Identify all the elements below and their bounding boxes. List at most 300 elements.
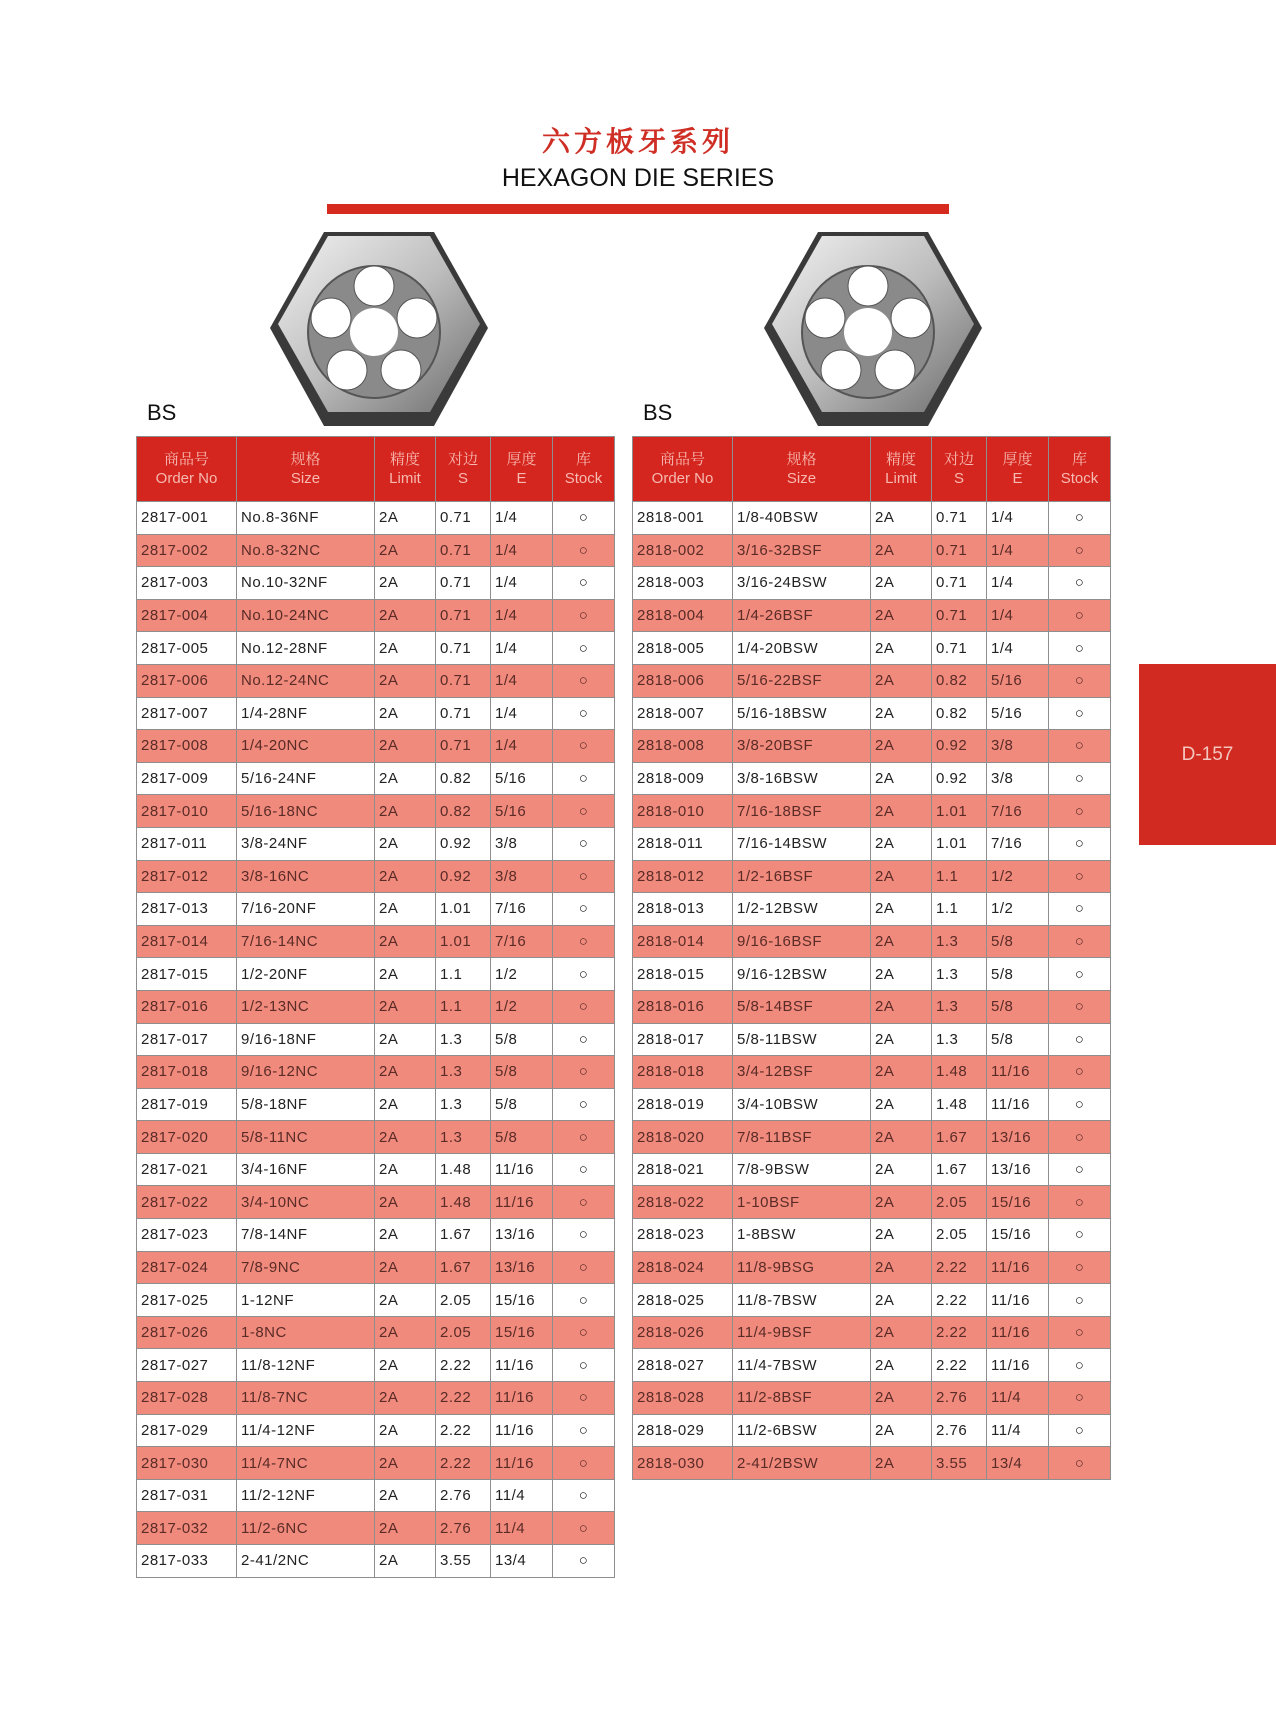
table-row <box>137 1121 615 1154</box>
cell-order-no: 2817-017 <box>137 1023 237 1056</box>
cell-order-no: 2817-024 <box>137 1251 237 1284</box>
cell-size: 3/4-12BSF <box>733 1056 871 1089</box>
cell-stock: ○ <box>553 1251 615 1284</box>
cell-e: 11/4 <box>491 1512 553 1545</box>
cell-order-no: 2817-027 <box>137 1349 237 1382</box>
cell-limit: 2A <box>871 1382 932 1415</box>
cell-order-no: 2818-005 <box>633 632 733 665</box>
cell-s: 1.3 <box>436 1023 491 1056</box>
cell-limit: 2A <box>871 1316 932 1349</box>
cell-limit: 2A <box>871 1023 932 1056</box>
cell-size: 7/16-18BSF <box>733 795 871 828</box>
cell-limit: 2A <box>871 958 932 991</box>
cell-order-no: 2818-018 <box>633 1056 733 1089</box>
table-row <box>633 990 1111 1023</box>
cell-stock: ○ <box>1049 1088 1111 1121</box>
cell-size: 3/8-24NF <box>237 827 375 860</box>
cell-size: 11/2-12NF <box>237 1479 375 1512</box>
table-row <box>633 1088 1111 1121</box>
cell-e: 5/16 <box>987 697 1049 730</box>
cell-limit: 2A <box>375 1284 436 1317</box>
col-header-size: 规格 Size <box>733 437 871 502</box>
cell-e: 5/8 <box>987 990 1049 1023</box>
table-row <box>137 730 615 763</box>
table-row <box>633 1414 1111 1447</box>
cell-stock: ○ <box>553 1479 615 1512</box>
cell-limit: 2A <box>871 664 932 697</box>
cell-limit: 2A <box>375 1023 436 1056</box>
col-header-stock: 库 Stock <box>553 437 615 502</box>
cell-e: 3/8 <box>987 762 1049 795</box>
cell-stock: ○ <box>1049 1186 1111 1219</box>
cell-size: 1/4-20BSW <box>733 632 871 665</box>
cell-stock: ○ <box>553 1349 615 1382</box>
cell-s: 0.92 <box>436 860 491 893</box>
cell-stock: ○ <box>553 1512 615 1545</box>
cell-stock: ○ <box>553 1023 615 1056</box>
cell-order-no: 2818-024 <box>633 1251 733 1284</box>
table-row <box>633 730 1111 763</box>
table-row <box>137 1284 615 1317</box>
cell-stock: ○ <box>1049 1316 1111 1349</box>
cell-e: 1/4 <box>491 534 553 567</box>
cell-stock: ○ <box>553 1316 615 1349</box>
cell-limit: 2A <box>375 762 436 795</box>
table-row <box>137 502 615 535</box>
cell-s: 1.01 <box>436 925 491 958</box>
page-title-chinese: 六方板牙系列 <box>541 125 734 158</box>
cell-order-no: 2818-029 <box>633 1414 733 1447</box>
table-row <box>633 1219 1111 1252</box>
title-divider <box>327 204 949 214</box>
cell-e: 5/8 <box>491 1056 553 1089</box>
cell-e: 11/16 <box>491 1447 553 1480</box>
cell-stock: ○ <box>1049 1414 1111 1447</box>
cell-limit: 2A <box>871 1186 932 1219</box>
cell-limit: 2A <box>375 1153 436 1186</box>
cell-order-no: 2817-011 <box>137 827 237 860</box>
table-row <box>137 1479 615 1512</box>
cell-s: 1.3 <box>932 1023 987 1056</box>
cell-size: 11/8-12NF <box>237 1349 375 1382</box>
cell-order-no: 2817-031 <box>137 1479 237 1512</box>
page-number-tab: D-157 <box>1139 664 1276 845</box>
col-header-order: 商品号 Order No <box>633 437 733 502</box>
cell-size: 2-41/2BSW <box>733 1447 871 1480</box>
cell-limit: 2A <box>375 632 436 665</box>
cell-order-no: 2818-008 <box>633 730 733 763</box>
cell-size: 5/16-18BSW <box>733 697 871 730</box>
cell-size: 3/8-20BSF <box>733 730 871 763</box>
cell-e: 11/16 <box>987 1056 1049 1089</box>
cell-size: No.12-28NF <box>237 632 375 665</box>
cell-e: 1/4 <box>987 502 1049 535</box>
cell-stock: ○ <box>1049 664 1111 697</box>
cell-order-no: 2818-006 <box>633 664 733 697</box>
cell-order-no: 2818-027 <box>633 1349 733 1382</box>
cell-order-no: 2818-012 <box>633 860 733 893</box>
table-row <box>633 697 1111 730</box>
table-row <box>633 860 1111 893</box>
cell-s: 2.76 <box>932 1382 987 1415</box>
cell-limit: 2A <box>375 697 436 730</box>
cell-size: 1/4-20NC <box>237 730 375 763</box>
cell-s: 0.71 <box>932 502 987 535</box>
cell-stock: ○ <box>1049 1382 1111 1415</box>
cell-size: 7/16-14BSW <box>733 827 871 860</box>
cell-size: 1-8BSW <box>733 1219 871 1252</box>
cell-size: 5/16-24NF <box>237 762 375 795</box>
cell-s: 2.05 <box>932 1219 987 1252</box>
cell-stock: ○ <box>553 534 615 567</box>
cell-limit: 2A <box>871 599 932 632</box>
cell-limit: 2A <box>375 534 436 567</box>
col-header-s: 对边 S <box>932 437 987 502</box>
cell-order-no: 2817-002 <box>137 534 237 567</box>
cell-size: 11/8-7BSW <box>733 1284 871 1317</box>
cell-order-no: 2818-007 <box>633 697 733 730</box>
cell-e: 3/8 <box>491 860 553 893</box>
cell-s: 1.3 <box>932 990 987 1023</box>
cell-limit: 2A <box>375 827 436 860</box>
cell-e: 1/4 <box>987 534 1049 567</box>
cell-s: 0.71 <box>436 697 491 730</box>
table-row <box>633 893 1111 926</box>
table-row <box>633 534 1111 567</box>
cell-limit: 2A <box>375 567 436 600</box>
hexagon-die-image-right <box>762 228 984 432</box>
hexagon-die-image-left <box>268 228 490 432</box>
cell-size: 1/2-16BSF <box>733 860 871 893</box>
cell-s: 1.1 <box>436 990 491 1023</box>
table-row <box>633 502 1111 535</box>
cell-order-no: 2818-030 <box>633 1447 733 1480</box>
cell-s: 1.3 <box>436 1121 491 1154</box>
cell-order-no: 2818-003 <box>633 567 733 600</box>
cell-stock: ○ <box>553 1382 615 1415</box>
table-row <box>137 534 615 567</box>
cell-stock: ○ <box>1049 827 1111 860</box>
cell-s: 0.82 <box>932 697 987 730</box>
table-row <box>137 827 615 860</box>
cell-s: 2.22 <box>932 1349 987 1382</box>
cell-s: 0.71 <box>436 632 491 665</box>
cell-e: 5/8 <box>491 1023 553 1056</box>
cell-limit: 2A <box>871 1121 932 1154</box>
cell-size: 3/16-32BSF <box>733 534 871 567</box>
cell-stock: ○ <box>1049 1153 1111 1186</box>
cell-limit: 2A <box>375 664 436 697</box>
cell-size: 1/2-12BSW <box>733 893 871 926</box>
cell-stock: ○ <box>553 1121 615 1154</box>
table-row <box>633 1284 1111 1317</box>
cell-order-no: 2817-012 <box>137 860 237 893</box>
table-row <box>633 1382 1111 1415</box>
cell-stock: ○ <box>1049 1284 1111 1317</box>
cell-stock: ○ <box>1049 958 1111 991</box>
cell-e: 5/16 <box>491 762 553 795</box>
cell-size: 3/8-16NC <box>237 860 375 893</box>
cell-order-no: 2818-013 <box>633 893 733 926</box>
right-spec-table <box>632 436 1111 1480</box>
cell-s: 0.82 <box>436 795 491 828</box>
cell-order-no: 2817-020 <box>137 1121 237 1154</box>
cell-s: 1.48 <box>932 1088 987 1121</box>
cell-e: 1/4 <box>491 697 553 730</box>
table-row <box>633 762 1111 795</box>
cell-s: 0.92 <box>932 762 987 795</box>
table-row <box>137 1447 615 1480</box>
cell-limit: 2A <box>871 827 932 860</box>
cell-size: 7/16-14NC <box>237 925 375 958</box>
cell-e: 11/16 <box>491 1382 553 1415</box>
cell-e: 1/4 <box>987 567 1049 600</box>
cell-size: 7/16-20NF <box>237 893 375 926</box>
cell-s: 3.55 <box>932 1447 987 1480</box>
cell-e: 7/16 <box>491 893 553 926</box>
cell-stock: ○ <box>553 567 615 600</box>
table-row <box>633 599 1111 632</box>
table-row <box>137 1512 615 1545</box>
cell-limit: 2A <box>375 1088 436 1121</box>
cell-e: 1/4 <box>987 599 1049 632</box>
cell-limit: 2A <box>871 1056 932 1089</box>
cell-stock: ○ <box>553 1219 615 1252</box>
table-header-row <box>633 437 1111 502</box>
cell-size: 11/4-12NF <box>237 1414 375 1447</box>
table-row <box>137 1219 615 1252</box>
cell-order-no: 2817-005 <box>137 632 237 665</box>
cell-e: 5/16 <box>987 664 1049 697</box>
cell-size: 5/8-18NF <box>237 1088 375 1121</box>
table-row <box>137 599 615 632</box>
cell-order-no: 2818-026 <box>633 1316 733 1349</box>
cell-size: 1-10BSF <box>733 1186 871 1219</box>
col-header-order: 商品号 Order No <box>137 437 237 502</box>
cell-limit: 2A <box>871 1349 932 1382</box>
cell-order-no: 2818-014 <box>633 925 733 958</box>
cell-limit: 2A <box>375 1545 436 1578</box>
cell-limit: 2A <box>375 1056 436 1089</box>
cell-stock: ○ <box>553 1284 615 1317</box>
cell-stock: ○ <box>553 730 615 763</box>
cell-limit: 2A <box>375 1512 436 1545</box>
cell-e: 11/4 <box>987 1382 1049 1415</box>
table-row <box>633 1153 1111 1186</box>
table-row <box>633 958 1111 991</box>
cell-order-no: 2817-003 <box>137 567 237 600</box>
cell-e: 1/2 <box>491 990 553 1023</box>
cell-size: 1-12NF <box>237 1284 375 1317</box>
cell-e: 1/4 <box>491 730 553 763</box>
cell-stock: ○ <box>553 893 615 926</box>
cell-s: 1.1 <box>932 893 987 926</box>
cell-stock: ○ <box>553 632 615 665</box>
cell-limit: 2A <box>871 762 932 795</box>
cell-order-no: 2817-007 <box>137 697 237 730</box>
cell-order-no: 2817-006 <box>137 664 237 697</box>
cell-size: 5/16-22BSF <box>733 664 871 697</box>
cell-limit: 2A <box>375 1479 436 1512</box>
cell-e: 1/4 <box>491 632 553 665</box>
cell-order-no: 2818-001 <box>633 502 733 535</box>
cell-limit: 2A <box>375 795 436 828</box>
cell-size: 3/4-10BSW <box>733 1088 871 1121</box>
cell-limit: 2A <box>871 990 932 1023</box>
cell-s: 0.71 <box>932 599 987 632</box>
cell-limit: 2A <box>375 1219 436 1252</box>
cell-s: 3.55 <box>436 1545 491 1578</box>
cell-e: 11/16 <box>987 1349 1049 1382</box>
cell-size: 5/8-14BSF <box>733 990 871 1023</box>
cell-order-no: 2817-030 <box>137 1447 237 1480</box>
cell-stock: ○ <box>1049 925 1111 958</box>
cell-s: 0.71 <box>436 502 491 535</box>
table-row <box>633 567 1111 600</box>
table-row <box>633 827 1111 860</box>
table-row <box>137 1088 615 1121</box>
table-header-row <box>137 437 615 502</box>
col-header-stock: 库 Stock <box>1049 437 1111 502</box>
table-row <box>137 893 615 926</box>
cell-size: 11/2-6BSW <box>733 1414 871 1447</box>
cell-stock: ○ <box>553 599 615 632</box>
cell-size: 11/2-6NC <box>237 1512 375 1545</box>
cell-e: 1/2 <box>491 958 553 991</box>
cell-s: 1.3 <box>932 958 987 991</box>
table-row <box>137 567 615 600</box>
cell-s: 1.01 <box>932 827 987 860</box>
cell-e: 5/8 <box>987 925 1049 958</box>
cell-order-no: 2817-022 <box>137 1186 237 1219</box>
cell-size: 7/8-9BSW <box>733 1153 871 1186</box>
cell-order-no: 2818-016 <box>633 990 733 1023</box>
col-header-limit: 精度 Limit <box>375 437 436 502</box>
cell-stock: ○ <box>1049 990 1111 1023</box>
cell-e: 3/8 <box>987 730 1049 763</box>
cell-size: 11/4-7BSW <box>733 1349 871 1382</box>
cell-size: 11/4-9BSF <box>733 1316 871 1349</box>
cell-stock: ○ <box>1049 1121 1111 1154</box>
table-row <box>137 632 615 665</box>
cell-limit: 2A <box>871 1088 932 1121</box>
cell-order-no: 2818-015 <box>633 958 733 991</box>
cell-e: 1/4 <box>987 632 1049 665</box>
cell-stock: ○ <box>1049 1447 1111 1480</box>
table-row <box>137 860 615 893</box>
cell-e: 15/16 <box>491 1284 553 1317</box>
table-row <box>137 1186 615 1219</box>
cell-size: 11/4-7NC <box>237 1447 375 1480</box>
table-row <box>633 1349 1111 1382</box>
cell-s: 1.48 <box>436 1153 491 1186</box>
cell-s: 2.05 <box>436 1284 491 1317</box>
cell-e: 1/2 <box>987 893 1049 926</box>
table-row <box>633 1251 1111 1284</box>
cell-order-no: 2818-025 <box>633 1284 733 1317</box>
cell-s: 0.92 <box>436 827 491 860</box>
cell-order-no: 2818-021 <box>633 1153 733 1186</box>
cell-size: 1/8-40BSW <box>733 502 871 535</box>
cell-limit: 2A <box>871 502 932 535</box>
cell-order-no: 2817-015 <box>137 958 237 991</box>
cell-size: 5/8-11BSW <box>733 1023 871 1056</box>
cell-stock: ○ <box>1049 1056 1111 1089</box>
cell-size: 9/16-12NC <box>237 1056 375 1089</box>
cell-limit: 2A <box>871 1414 932 1447</box>
cell-stock: ○ <box>1049 1251 1111 1284</box>
cell-stock: ○ <box>1049 632 1111 665</box>
cell-size: 9/16-12BSW <box>733 958 871 991</box>
cell-stock: ○ <box>553 1414 615 1447</box>
cell-stock: ○ <box>1049 502 1111 535</box>
cell-e: 5/8 <box>987 958 1049 991</box>
cell-order-no: 2817-010 <box>137 795 237 828</box>
table-row <box>137 1316 615 1349</box>
cell-stock: ○ <box>553 795 615 828</box>
table-row <box>633 1447 1111 1480</box>
cell-stock: ○ <box>553 664 615 697</box>
cell-order-no: 2817-026 <box>137 1316 237 1349</box>
cell-e: 11/16 <box>987 1316 1049 1349</box>
cell-limit: 2A <box>375 1316 436 1349</box>
cell-order-no: 2817-029 <box>137 1414 237 1447</box>
cell-size: No.12-24NC <box>237 664 375 697</box>
cell-limit: 2A <box>375 1447 436 1480</box>
cell-size: No.10-32NF <box>237 567 375 600</box>
cell-s: 1.01 <box>932 795 987 828</box>
cell-e: 5/8 <box>491 1121 553 1154</box>
cell-s: 1.48 <box>932 1056 987 1089</box>
table-row <box>137 1251 615 1284</box>
cell-s: 2.22 <box>436 1382 491 1415</box>
cell-s: 0.92 <box>932 730 987 763</box>
cell-stock: ○ <box>553 697 615 730</box>
cell-size: 1/2-13NC <box>237 990 375 1023</box>
cell-s: 0.71 <box>436 730 491 763</box>
cell-s: 1.67 <box>932 1153 987 1186</box>
cell-order-no: 2818-028 <box>633 1382 733 1415</box>
cell-stock: ○ <box>553 925 615 958</box>
table-row <box>137 1023 615 1056</box>
cell-size: 2-41/2NC <box>237 1545 375 1578</box>
table-row <box>137 664 615 697</box>
cell-order-no: 2817-016 <box>137 990 237 1023</box>
col-header-e: 厚度 E <box>491 437 553 502</box>
cell-size: 1/4-26BSF <box>733 599 871 632</box>
cell-order-no: 2817-008 <box>137 730 237 763</box>
col-header-limit: 精度 Limit <box>871 437 932 502</box>
cell-e: 13/16 <box>491 1219 553 1252</box>
cell-size: 3/4-16NF <box>237 1153 375 1186</box>
cell-e: 11/16 <box>987 1284 1049 1317</box>
cell-e: 15/16 <box>491 1316 553 1349</box>
cell-limit: 2A <box>375 1121 436 1154</box>
table-row <box>633 1186 1111 1219</box>
cell-e: 7/16 <box>491 925 553 958</box>
cell-limit: 2A <box>871 697 932 730</box>
cell-order-no: 2817-014 <box>137 925 237 958</box>
table-row <box>633 1023 1111 1056</box>
cell-limit: 2A <box>871 893 932 926</box>
cell-limit: 2A <box>375 1382 436 1415</box>
table-row <box>137 762 615 795</box>
cell-limit: 2A <box>871 567 932 600</box>
cell-e: 1/2 <box>987 860 1049 893</box>
table-row <box>137 925 615 958</box>
cell-e: 7/16 <box>987 827 1049 860</box>
cell-size: 7/8-11BSF <box>733 1121 871 1154</box>
